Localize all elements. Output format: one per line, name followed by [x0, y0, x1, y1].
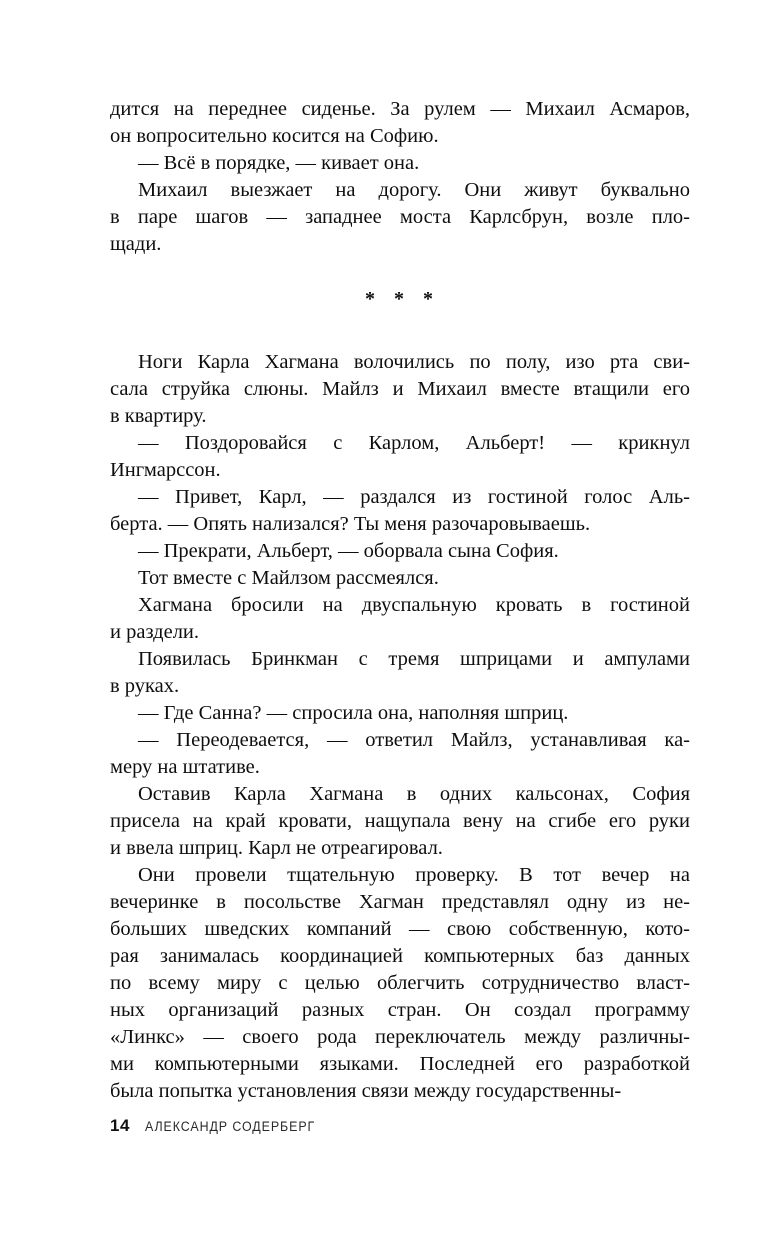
- text-line: Они провели тщательную проверку. В тот вечер на: [138, 864, 690, 886]
- section-separator: * * *: [365, 288, 435, 310]
- text-line: вечеринке в посольстве Хагман представлял одну из не-: [110, 891, 690, 913]
- text-line: Ноги Карла Хагмана волочились по полу, изо рта сви-: [138, 351, 690, 373]
- text-line: Михаил выезжает на дорогу. Они живут буквально: [138, 179, 690, 201]
- running-title-author: АЛЕКСАНДР СОДЕРБЕРГ: [144, 1119, 316, 1134]
- text-column: [110, 96, 690, 1105]
- text-line: — Переодевается, — ответил Майлз, устанавливая ка-: [138, 729, 690, 751]
- text-line: Хагмана бросили на двуспальную кровать в гостиной: [138, 594, 690, 616]
- text-line: в руках.: [110, 675, 180, 697]
- text-line: Оставив Карла Хагмана в одних кальсонах, София: [138, 783, 690, 805]
- text-line: и раздели.: [110, 621, 200, 643]
- text-line: дится на переднее сиденье. За рулем — Михаил Асмаров,: [110, 98, 690, 120]
- text-line: в паре шагов — западнее моста Карлсбрун, возле пло-: [110, 206, 690, 228]
- text-line: сала струйка слюны. Майлз и Михаил вместе втащили его: [110, 378, 690, 400]
- text-line: «Линкс» — своего рода переключатель между различны-: [110, 1026, 690, 1048]
- text-line: меру на штативе.: [110, 756, 260, 778]
- text-line: щади.: [110, 233, 162, 255]
- text-line: и ввела шприц. Карл не отреагировал.: [110, 837, 443, 859]
- text-line: Тот вместе с Майлзом рассмеялся.: [138, 567, 439, 589]
- text-line: рая занималась координацией компьютерных баз данных: [110, 945, 690, 967]
- text-line: присела на край кровати, нащупала вену на сгибе его руки: [110, 810, 690, 832]
- text-line: Появилась Бринкман с тремя шприцами и ампулами: [138, 648, 690, 670]
- text-line: берта. — Опять нализался? Ты меня разочаровываешь.: [110, 513, 591, 535]
- text-line: больших шведских компаний — свою собственную, кото-: [110, 918, 690, 940]
- text-line: он вопросительно косится на Софию.: [110, 125, 439, 147]
- page-number: 14: [110, 1116, 130, 1135]
- page-footer: [110, 1116, 330, 1136]
- text-line: ных организаций разных стран. Он создал программу: [110, 999, 690, 1021]
- text-line: — Поздоровайся с Карлом, Альберт! — крикнул: [138, 432, 690, 454]
- text-line: по всему миру с целью облегчить сотрудничество власт-: [110, 972, 690, 994]
- text-line: — Прекрати, Альберт, — оборвала сына София.: [138, 540, 559, 562]
- text-line: — Всё в порядке, — кивает она.: [138, 152, 420, 174]
- text-line: — Привет, Карл, — раздался из гостиной голос Аль-: [138, 486, 690, 508]
- text-line: — Где Санна? — спросила она, наполняя шприц.: [138, 702, 569, 724]
- text-line: Ингмарссон.: [110, 459, 221, 481]
- text-line: была попытка установления связи между государственны-: [110, 1080, 622, 1102]
- text-line: ми компьютерными языками. Последней его разработкой: [110, 1053, 690, 1075]
- text-line: в квартиру.: [110, 405, 207, 427]
